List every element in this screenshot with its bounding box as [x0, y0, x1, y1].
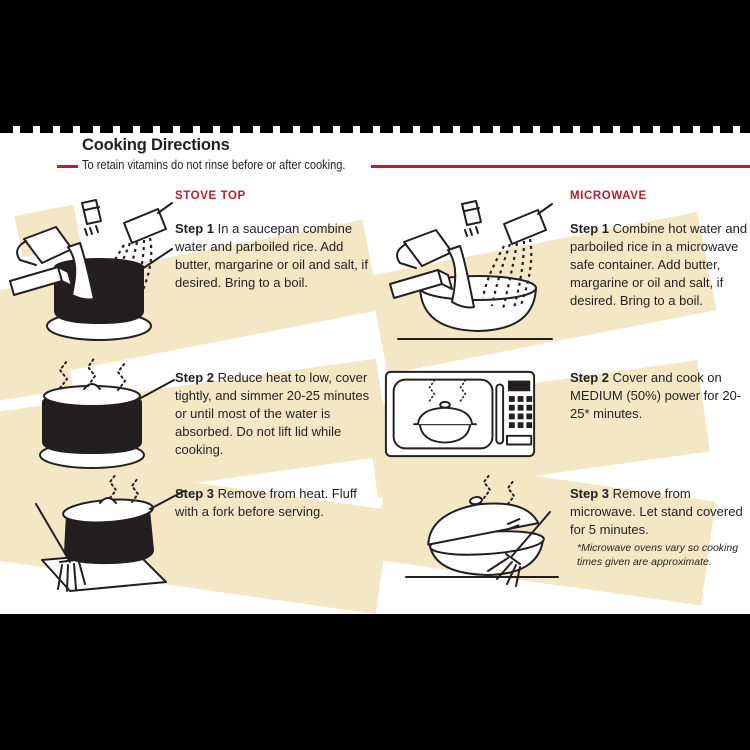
microwave-oven-icon	[383, 367, 538, 461]
stovetop-header: STOVE TOP	[175, 190, 246, 202]
step-body: Remove from heat. Fluff with a fork before serving.	[175, 486, 357, 519]
steam	[60, 361, 67, 388]
saucepan-trivet-fork-icon	[14, 462, 194, 600]
display	[508, 381, 530, 392]
start-button	[507, 436, 531, 445]
page-title: Cooking Directions	[82, 136, 230, 154]
microwave-step-2-text	[570, 369, 750, 423]
covered-saucepan-steam-icon	[8, 350, 176, 476]
steam	[110, 474, 116, 498]
salt-shaker	[462, 201, 481, 225]
package-bottom-edge	[0, 614, 750, 750]
salt-shaker	[82, 200, 101, 224]
step-body: Reduce heat to low, cover tightly, and simmer 20-25 minutes or until most of the water is absorbed. Do not lift lid while cooking.	[175, 370, 370, 457]
page-subtitle: To retain vitamins do not rinse before or after cooking.	[82, 157, 346, 172]
door-handle	[496, 384, 503, 443]
step-body: In a saucepan combine water and parboiled rice. Add butter, margarine or oil and salt, if desired. Bring to a boil.	[175, 221, 368, 290]
perforation-edge	[0, 126, 750, 133]
pitcher	[404, 230, 452, 266]
bowl-pouring-icon	[386, 190, 564, 352]
step-label: Step 1	[570, 221, 610, 236]
step-label: Step 2	[175, 370, 215, 385]
step-label: Step 2	[570, 370, 610, 385]
step-body: Remove from microwave. Let stand covered for 5 minutes.	[570, 486, 743, 537]
package-top-edge	[0, 0, 750, 126]
measuring-cup	[504, 210, 546, 244]
stovetop-step-3-text	[175, 485, 377, 521]
saucepan-handle	[139, 380, 174, 399]
step-label: Step 3	[175, 486, 215, 501]
saucepan-handle	[142, 249, 172, 269]
step-label: Step 1	[175, 221, 215, 236]
covered-dish-fork-icon	[392, 466, 570, 592]
microwave-header: MICROWAVE	[570, 190, 647, 202]
microwave-step-1-text	[570, 220, 750, 310]
pitcher	[24, 227, 72, 263]
microwave-footnote: *Microwave ovens vary so cooking times given are approximate.	[577, 542, 739, 568]
steam	[484, 474, 490, 498]
step-body: Cover and cook on MEDIUM (50%) power for 20-25* minutes.	[570, 370, 742, 421]
measuring-cup	[124, 209, 166, 243]
microwave-step-3-text	[570, 485, 748, 539]
step-body: Combine hot water and parboiled rice in a microwave safe container. Add butter, margarine or oil and salt, if desired. Bring to a boil.	[570, 221, 748, 308]
saucepan-pouring-icon	[6, 197, 174, 347]
red-rule-right	[371, 165, 750, 168]
stovetop-step-2-text	[175, 369, 377, 459]
step-label: Step 3	[570, 486, 610, 501]
stovetop-step-1-text	[175, 220, 371, 292]
red-rule-left	[57, 165, 78, 168]
